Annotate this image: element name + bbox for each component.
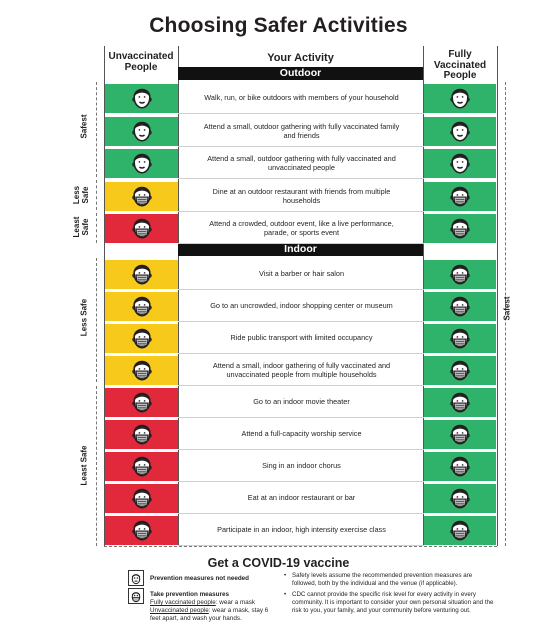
activity-text: Attend a full-capacity worship service <box>241 429 362 439</box>
table-row <box>104 258 497 290</box>
row-divider <box>178 178 424 179</box>
note-cdc-risk: • CDC cannot provide the specific risk level for every activity in every community. It is important to consider your own personal situation and the risk to you, your family, and your community before venturing out. <box>284 591 494 615</box>
masked-face-icon <box>447 386 473 419</box>
masked-face-icon <box>447 514 473 547</box>
person-face-icon <box>129 147 155 180</box>
group-label-safest: Safest <box>79 114 89 139</box>
vaccinated-risk-cell <box>424 420 496 449</box>
activity-text: Dine at an outdoor restaurant with friends from multiple households <box>212 186 391 205</box>
vaccinated-risk-cell <box>424 149 496 178</box>
masked-face-icon <box>447 418 473 451</box>
unvaccinated-risk-cell <box>105 516 178 545</box>
masked-face-icon <box>129 418 155 451</box>
activity-text: Attend a small, indoor gathering of fully vaccinated and unvaccinated people from multiple households <box>212 360 391 379</box>
vaccinated-risk-cell <box>424 356 496 385</box>
vaccinated-risk-cell <box>424 452 496 481</box>
unvaccinated-risk-cell <box>105 214 178 243</box>
table-border-right <box>497 46 498 546</box>
masked-face-icon <box>129 386 155 419</box>
table-row <box>104 482 497 514</box>
group-bracket <box>96 386 97 546</box>
masked-face-icon <box>129 180 155 213</box>
group-bracket <box>96 82 97 177</box>
person-face-icon <box>447 115 473 148</box>
masked-face-icon <box>447 258 473 291</box>
masked-face-icon <box>447 212 473 245</box>
activity-text: Eat at an indoor restaurant or bar <box>247 493 356 503</box>
page-title: Choosing Safer Activities <box>149 14 408 37</box>
masked-face-icon <box>129 450 155 483</box>
masked-face-icon <box>129 290 155 323</box>
group-label-least-safe: Least Safe <box>79 445 89 486</box>
row-divider <box>178 113 424 114</box>
vaccinated-risk-cell <box>424 84 496 113</box>
activity-text: Sing in an indoor chorus <box>262 461 341 471</box>
table-row <box>104 450 497 482</box>
table-border-bottom <box>104 546 497 547</box>
person-face-icon <box>447 82 473 115</box>
activity-text: Go to an indoor movie theater <box>253 397 350 407</box>
person-face-icon <box>129 82 155 115</box>
unvaccinated-risk-cell <box>105 182 178 211</box>
row-divider <box>178 243 424 244</box>
footer-notes <box>284 572 494 618</box>
group-bracket <box>96 180 97 210</box>
activity-text: Go to an uncrowded, indoor shopping center or museum <box>210 301 393 311</box>
group-bracket <box>96 213 97 243</box>
activity-column-header: Your Activity <box>267 52 334 64</box>
vaccine-headline: Get a COVID-19 vaccine <box>207 556 350 570</box>
section-bar-indoor: Indoor <box>178 243 423 256</box>
vaccinated-risk-cell <box>424 388 496 417</box>
unvaccinated-risk-cell <box>105 149 178 178</box>
masked-face-icon <box>129 258 155 291</box>
vaccinated-risk-cell <box>424 117 496 146</box>
group-bracket <box>96 258 97 382</box>
unvaccinated-risk-cell <box>105 420 178 449</box>
unvaccinated-risk-cell <box>105 452 178 481</box>
activity-text: Participate in an indoor, high intensity exercise class <box>217 525 386 535</box>
masked-face-icon <box>129 212 155 245</box>
unvaccinated-people-label: Unvaccinated people <box>150 607 209 614</box>
table-row <box>104 82 497 114</box>
table-row <box>104 322 497 354</box>
note-safety-levels: • Safety levels assume the recommended prevention measures are followed, both by the individual and the venue (if applicable). <box>284 572 494 588</box>
masked-face-icon <box>129 354 155 387</box>
vaccinated-risk-cell <box>424 292 496 321</box>
table-row <box>104 386 497 418</box>
unvaccinated-column-header: Unvaccinated People <box>108 51 174 73</box>
table-row <box>104 418 497 450</box>
vaccinated-risk-cell <box>424 214 496 243</box>
vaccinated-risk-cell <box>424 516 496 545</box>
vaccinated-risk-cell <box>424 182 496 211</box>
table-row <box>104 180 497 212</box>
activity-text: Attend a small, outdoor gathering with fully vaccinated and unvaccinated people <box>207 153 396 172</box>
table-row <box>104 212 497 244</box>
activity-text: Attend a crowded, outdoor event, like a live performance, parade, or sports event <box>209 218 394 237</box>
group-label-right-safest: Safest <box>502 296 512 321</box>
unvaccinated-risk-cell <box>105 356 178 385</box>
masked-face-icon <box>129 482 155 515</box>
masked-face-icon <box>447 290 473 323</box>
legend-take-measures-label: Take prevention measures <box>150 591 229 598</box>
masked-face-icon <box>129 514 155 547</box>
vaccinated-people-text: : wear a mask <box>215 599 256 606</box>
vaccinated-risk-cell <box>424 484 496 513</box>
table-row <box>104 514 497 546</box>
person-face-icon <box>447 147 473 180</box>
masked-face-icon <box>128 588 144 604</box>
table-row <box>104 115 497 147</box>
vaccinated-risk-cell <box>424 260 496 289</box>
legend-take-measures <box>150 591 280 623</box>
vaccinated-risk-cell <box>424 324 496 353</box>
group-label-least-safe: Least Safe <box>72 216 90 238</box>
masked-face-icon <box>129 322 155 355</box>
unvaccinated-risk-cell <box>105 324 178 353</box>
unvaccinated-risk-cell <box>105 260 178 289</box>
masked-face-icon <box>447 482 473 515</box>
unvaccinated-risk-cell <box>105 388 178 417</box>
table-row <box>104 147 497 179</box>
unvaccinated-risk-cell <box>105 292 178 321</box>
activity-text: Ride public transport with limited occupancy <box>230 333 373 343</box>
section-bar-outdoor: Outdoor <box>178 67 423 80</box>
activity-text: Visit a barber or hair salon <box>258 269 345 279</box>
masked-face-icon <box>447 450 473 483</box>
masked-face-icon <box>447 180 473 213</box>
person-face-icon <box>129 115 155 148</box>
unvaccinated-people-text: : wear a mask, stay 6 feet apart, and wash your hands. <box>150 607 269 622</box>
activity-text: Attend a small, outdoor gathering with fully vaccinated family and friends <box>203 121 400 140</box>
table-row <box>104 290 497 322</box>
unvaccinated-risk-cell <box>105 84 178 113</box>
vaccinated-people-label: Fully vaccinated people <box>150 599 216 606</box>
row-divider <box>178 545 424 546</box>
masked-face-icon <box>447 354 473 387</box>
unvaccinated-risk-cell <box>105 117 178 146</box>
legend-no-measures: Prevention measures not needed <box>150 575 250 582</box>
unvaccinated-risk-cell <box>105 484 178 513</box>
group-label-less-safe: Less Safe <box>72 185 90 205</box>
masked-face-icon <box>447 322 473 355</box>
vaccinated-column-header: Fully Vaccinated People <box>433 49 487 81</box>
group-label-less-safe: Less Safe <box>79 298 89 337</box>
activity-text: Walk, run, or bike outdoors with members of your household <box>204 93 399 103</box>
table-row <box>104 354 497 386</box>
person-face-icon <box>128 570 144 586</box>
